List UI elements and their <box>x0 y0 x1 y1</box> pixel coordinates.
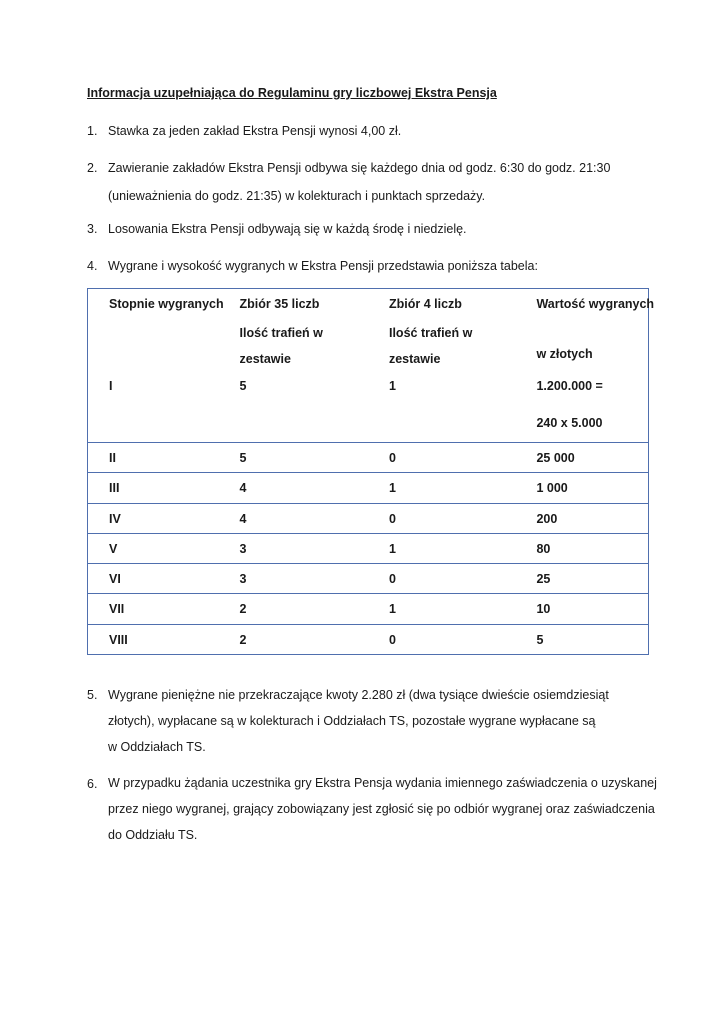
table-row <box>88 503 649 533</box>
header-z4-sub1: Ilość trafień w <box>388 326 473 340</box>
item-text <box>108 117 401 145</box>
item-text <box>108 682 609 760</box>
degree-cell: II <box>109 451 116 465</box>
table-row <box>88 624 649 654</box>
value-cell: 200 <box>536 511 558 526</box>
z4-cell: 1 <box>388 379 396 393</box>
item-line: przez niego wygranej, grający zobowiązany jest zgłosić się po odbiór wygranej oraz zaświadczenia <box>108 802 655 816</box>
table-row <box>88 564 649 594</box>
z35-cell: 5 <box>239 451 247 465</box>
item-text <box>108 770 657 848</box>
degree-cell: IV <box>109 511 121 526</box>
item-line: do Oddziału TS. <box>108 828 198 842</box>
degree-cell: VIII <box>109 632 128 647</box>
item-number: 1. <box>87 124 98 138</box>
document-title: Informacja uzupełniająca do Regulaminu gry liczbowej Ekstra Pensja <box>87 86 497 100</box>
value-cell: 1.200.000 = <box>536 379 603 393</box>
value-cell: 80 <box>536 541 551 556</box>
degree-cell: III <box>109 481 120 496</box>
z4-cell: 1 <box>388 481 396 496</box>
degree-cell: V <box>109 541 118 556</box>
z35-cell: 2 <box>239 602 247 617</box>
prize-table <box>87 288 655 655</box>
header-z35-sub2: zestawie <box>239 352 291 366</box>
z4-cell: 0 <box>388 511 396 526</box>
item-line: W przypadku żądania uczestnika gry Ekstra Pensja wydania imiennego zaświadczenia o uzyskanej <box>108 776 657 790</box>
item-number: 3. <box>87 222 98 236</box>
value-cell: 5 <box>536 632 544 647</box>
item-number: 4. <box>87 259 98 273</box>
item-line: (unieważnienia do godz. 21:35) w kolekturach i punktach sprzedaży. <box>108 189 486 203</box>
z35-cell: 3 <box>239 572 247 587</box>
value-cell: 25 <box>536 572 551 587</box>
item-line: złotych), wypłacane są w kolekturach i Oddziałach TS, pozostałe wygrane wypłacane są <box>108 714 596 728</box>
item-number: 2. <box>87 161 98 175</box>
z4-cell: 0 <box>388 451 396 465</box>
item-line: Zawieranie zakładów Ekstra Pensji odbywa się każdego dnia od godz. 6:30 do godz. 21:30 <box>108 161 611 175</box>
item-number: 5. <box>87 688 98 702</box>
z35-cell: 3 <box>239 541 247 556</box>
item-line: w Oddziałach TS. <box>108 740 206 754</box>
z35-cell: 2 <box>239 632 247 647</box>
item-text <box>108 215 467 243</box>
header-cell-z35 <box>219 289 368 443</box>
degree-cell: I <box>109 379 113 393</box>
header-z35-sub1: Ilość trafień w <box>239 326 323 340</box>
degree-cell: VI <box>109 572 121 587</box>
table-row <box>88 473 649 503</box>
z4-cell: 1 <box>388 541 396 556</box>
item-line: Stawka za jeden zakład Ekstra Pensji wynosi 4,00 zł. <box>108 124 402 138</box>
header-value-sub: w złotych <box>536 347 593 361</box>
table-header-row <box>88 289 649 443</box>
header-value-title: Wartość wygranych <box>536 297 655 311</box>
table-row <box>88 533 649 563</box>
header-z35-title: Zbiór 35 liczb <box>239 297 320 311</box>
item-number: 6. <box>87 777 98 791</box>
z35-cell: 5 <box>239 379 247 393</box>
value-cell: 25 000 <box>536 451 575 465</box>
z4-cell: 0 <box>388 572 396 587</box>
item-text <box>108 252 538 280</box>
item-line: Wygrane pieniężne nie przekraczające kwoty 2.280 zł (dwa tysiące dwieście osiemdziesiąt <box>108 688 609 702</box>
header-z4-title: Zbiór 4 liczb <box>388 297 462 311</box>
value-cell: 1 000 <box>536 481 568 496</box>
value-cell: 10 <box>536 602 551 617</box>
header-degree: Stopnie wygranych <box>109 297 224 311</box>
item-line: Wygrane i wysokość wygranych w Ekstra Pensji przedstawia poniższa tabela: <box>108 259 538 273</box>
header-cell-value <box>517 289 655 443</box>
z4-cell: 0 <box>388 632 396 647</box>
table-row <box>88 594 649 624</box>
header-z4-sub2: zestawie <box>388 352 441 366</box>
degree-cell: VII <box>109 602 125 617</box>
value-cell: 240 x 5.000 <box>536 416 603 430</box>
item-text <box>108 154 610 210</box>
z35-cell: 4 <box>239 511 247 526</box>
header-cell-z4 <box>368 289 517 443</box>
z4-cell: 1 <box>388 602 396 617</box>
header-cell-degree <box>88 289 224 443</box>
item-line: Losowania Ekstra Pensji odbywają się w każdą środę i niedzielę. <box>108 222 467 236</box>
table-row <box>88 443 649 473</box>
z35-cell: 4 <box>239 481 247 496</box>
